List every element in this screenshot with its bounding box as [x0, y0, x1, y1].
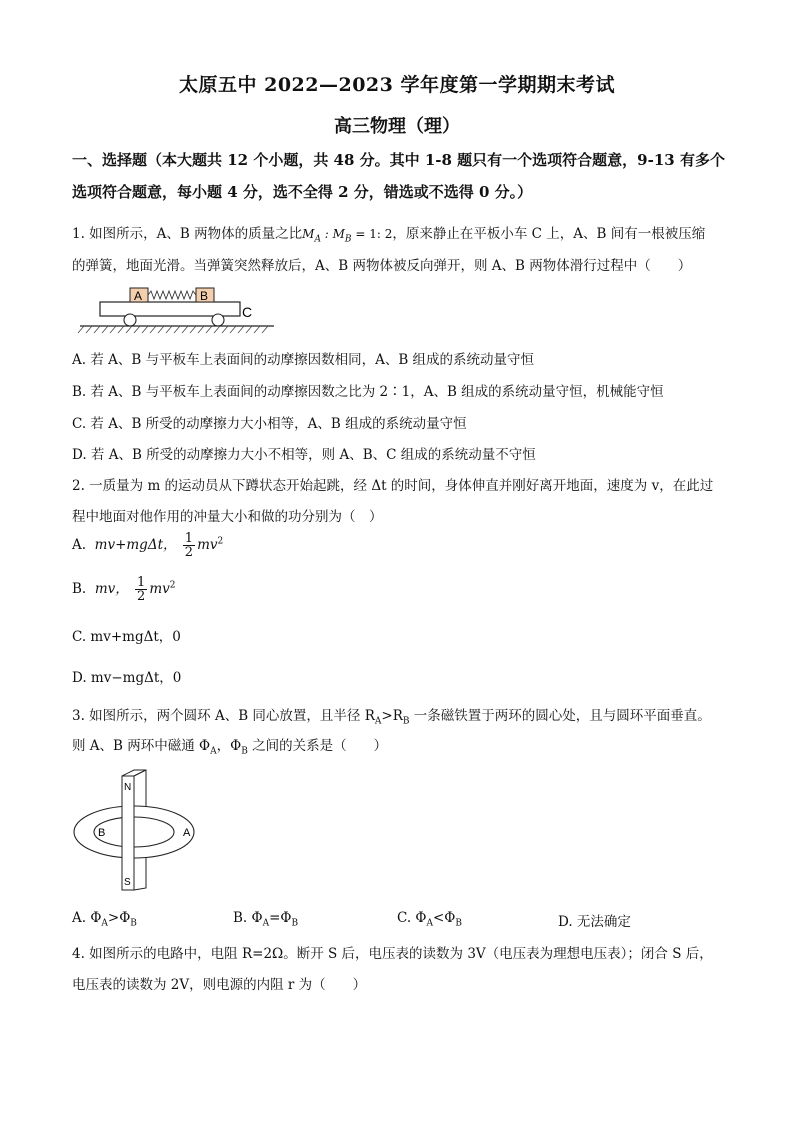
q2-option-a-work: mv — [197, 537, 218, 553]
q3-opt-a-sub1: A — [101, 918, 108, 929]
q3-stem-text-b: 一条磁铁置于两环的圆心处，且与圆环平面垂直。 — [409, 708, 711, 724]
q3-stem-line1 — [72, 704, 711, 727]
magnet-south-label: S — [124, 877, 131, 888]
fig-label-b: B — [200, 289, 209, 303]
q1-option-d[interactable]: D. 若 A、B 所受的动摩擦力大小不相等，则 A、B、C 组成的系统动量不守恒 — [72, 447, 536, 463]
magnet-front-face — [122, 776, 134, 890]
q3-opt-c-op: <Φ — [433, 910, 456, 926]
ratio-ma: M — [302, 227, 315, 241]
q3-option-c[interactable] — [397, 910, 462, 929]
q3-phi-sub-a: A — [210, 746, 217, 757]
ring-b-label: B — [98, 827, 106, 839]
q4-stem-line2: 电压表的读数为 2V，则电源的内阻 r 为（ ） — [72, 977, 367, 993]
q1-stem-line1 — [72, 222, 705, 244]
section-heading — [72, 144, 732, 208]
q2-stem-line2: 程中地面对他作用的冲量大小和做的功分别为（ ） — [72, 509, 383, 525]
ratio-mb: : M — [320, 227, 345, 241]
frac-den: 2 — [184, 545, 194, 560]
q1-option-a[interactable]: A. 若 A、B 与平板车上表面间的动摩擦因数相同，A、B 组成的系统动量守恒 — [72, 352, 535, 368]
q3-option-b[interactable] — [233, 910, 298, 929]
wheel-right — [212, 314, 224, 326]
q1-option-b[interactable]: B. 若 A、B 与平板车上表面间的动摩擦因数之比为 2∶1，A、B 组成的系统动量守恒，机械能守恒 — [72, 384, 664, 400]
q3-option-d[interactable]: D. 无法确定 — [558, 914, 631, 930]
q3-stem-line2-a: 则 A、B 两环中磁通 Φ — [72, 738, 211, 754]
q2-option-c[interactable]: C. mv+mgΔt，0 — [72, 629, 181, 645]
q2-option-a-exponent: 2 — [217, 536, 224, 547]
q2-option-a-fraction — [183, 532, 195, 559]
q3-opt-b-phi: B. Φ — [233, 910, 263, 926]
ratio-sub-a: A — [314, 234, 321, 245]
q2-option-a-impulse: mv+mgΔt， — [94, 537, 177, 553]
q2-option-a-label: A. — [72, 537, 87, 553]
q3-opt-a-phi: A. Φ — [72, 910, 102, 926]
ground-hatch — [78, 326, 268, 333]
q3-stem-line2-mid: ，Φ — [216, 738, 242, 754]
q3-opt-b-sub2: B — [291, 918, 299, 929]
ratio-value: = 1: 2 — [351, 227, 393, 241]
q3-opt-c-phi: C. Φ — [397, 910, 427, 926]
q2-option-b-label: B. — [72, 581, 87, 597]
spring — [148, 291, 196, 299]
q3-option-a[interactable] — [72, 910, 137, 929]
fig-label-a: A — [134, 289, 143, 303]
frac-num: 1 — [184, 531, 194, 546]
frac-den: 2 — [137, 589, 146, 604]
q2-option-b-impulse: mv， — [94, 581, 129, 597]
exam-title: 太原五中 2022—2023 学年度第一学期期末考试 — [179, 74, 615, 96]
wheel-left — [124, 314, 136, 326]
q3-opt-b-op: =Φ — [269, 910, 292, 926]
q3-opt-c-sub2: B — [455, 918, 463, 929]
q2-option-b[interactable] — [72, 576, 176, 603]
ratio-sub-b: B — [344, 234, 352, 245]
q2-option-b-exponent: 2 — [169, 580, 176, 591]
q3-opt-b-sub1: A — [262, 918, 270, 929]
q1-stem-text-b: ，原来静止在平板小车 C 上，A、B 间有一根被压缩 — [392, 226, 706, 242]
q3-sub-b: B — [402, 716, 410, 727]
q2-option-b-fraction — [135, 576, 147, 603]
q1-option-c[interactable]: C. 若 A、B 所受的动摩擦力大小相等，A、B 组成的系统动量守恒 — [72, 416, 467, 432]
q3-opt-a-sub2: B — [130, 918, 137, 929]
q2-option-b-work: mv — [149, 581, 170, 597]
q2-stem-line1: 2. 一质量为 m 的运动员从下蹲状态开始起跳，经 Δt 的时间，身体伸直并刚好离开地面，速度为 v，在此过 — [72, 478, 714, 494]
fig-label-c: C — [242, 304, 253, 320]
q3-stem-line2 — [72, 734, 387, 757]
q1-cart-figure — [76, 284, 276, 334]
section-heading-line1: 一、选择题（本大题共 12 个小题，共 48 分。其中 1-8 题只有一个选项符合题意，9-13 有多个 — [72, 151, 725, 169]
q1-mass-ratio — [302, 227, 393, 245]
exam-subtitle: 高三物理（理） — [334, 116, 460, 137]
q3-magnet-rings-figure — [72, 768, 202, 894]
frac-num: 1 — [137, 575, 146, 590]
section-heading-line2: 选项符合题意，每小题 4 分，选不全得 2 分，错选或不选得 0 分。） — [72, 183, 533, 201]
ring-a-label: A — [183, 827, 191, 839]
q3-opt-c-sub1: A — [426, 918, 433, 929]
q3-stem-line2-tail: 之间的关系是（ ） — [247, 738, 388, 754]
q4-stem-line1: 4. 如图所示的电路中，电阻 R=2Ω。断开 S 后，电压表的读数为 3V（电压表为理想电压表）；闭合 S 后， — [72, 946, 713, 962]
q2-option-a[interactable] — [72, 532, 223, 559]
q1-stem-line2: 的弹簧，地面光滑。当弹簧突然释放后，A、B 两物体被反向弹开，则 A、B 两物体滑行过程中（ ） — [72, 258, 692, 274]
q3-stem-mid: >R — [381, 708, 403, 724]
q3-stem-text-a: 3. 如图所示，两个圆环 A、B 同心放置，且半径 R — [72, 708, 375, 724]
q3-opt-a-op: >Φ — [107, 910, 131, 926]
q3-sub-a: A — [374, 716, 382, 727]
q1-stem-text-a: 1. 如图所示，A、B 两物体的质量之比 — [72, 226, 303, 242]
magnet-north-label: N — [124, 782, 132, 793]
q2-option-d[interactable]: D. mv−mgΔt，0 — [72, 670, 182, 686]
q3-phi-sub-b: B — [241, 746, 248, 757]
